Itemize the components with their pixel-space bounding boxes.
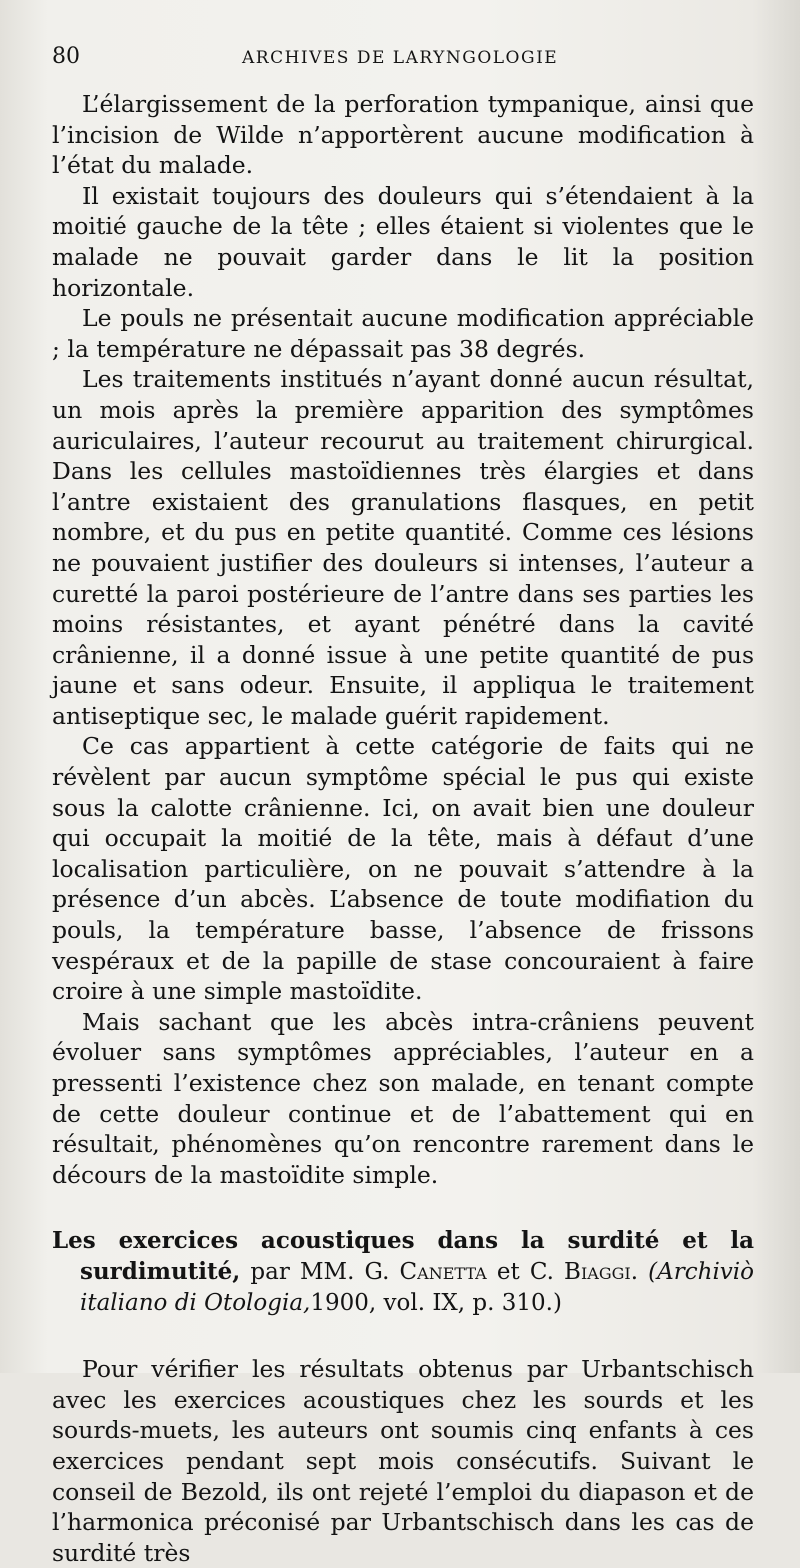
page-number: 80: [52, 44, 80, 69]
section-gap: [52, 1190, 754, 1226]
section-gap: [52, 1318, 754, 1354]
paragraph: L’élargissement de la perforation tympanique, ainsi que l’incision de Wilde n’apportèrent aucune modification à l’état du malade.: [52, 90, 754, 180]
running-title: ARCHIVES DE LARYNGOLOGIE: [242, 48, 559, 68]
paragraph: Il existait toujours des douleurs qui s’étendaient à la moitié gauche de la tête ; elles étaient si violentes que le malade ne pouvait garder dans le lit la position horizontale.: [52, 181, 754, 302]
paragraph: Ce cas appartient à cette catégorie de faits qui ne révèlent par aucun symptôme spécial le pus qui existe sous la calotte crânienne. Ici, on avait bien une douleur qui occupait la moitié de la tête, mais à défaut d’une localisation particulière, on ne pouvait s’attendre à la présence d’un abcès. L’absence de toute modifiation du pouls, la température basse, l’absence de frissons vespéraux et de la papille de stase concouraient à faire croire à une simple mastoïdite.: [52, 732, 754, 1006]
paragraph: Les traitements institués n’ayant donné aucun résultat, un mois après la première apparition des symptômes auriculaires, l’auteur recourut au traitement chirurgical. Dans les cellules mastoïdiennes très élargies et dans l’antre existaient des granulations flasques, en petit nombre, et du pus en petite quantité. Comme ces lésions ne pouvaient justifier des douleurs si intenses, l’auteur a curetté la paroi postérieure de l’antre dans ses parties les moins résistantes, et ayant pénétré dans la cavité crânienne, il a donné issue à une petite quantité de pus jaune et sans odeur. Ensuite, il appliqua le traitement antiseptique sec, le malade guérit rapidement.: [52, 365, 754, 730]
paragraph: Mais sachant que les abcès intra-crâniens peuvent évoluer sans symptômes appréciables, l’auteur en a pressenti l’existence chez son malade, en tenant compte de cette douleur continue et de l’abattement qui en résultait, phénomènes qu’on rencontre rarement dans le décours de la mastoïdite simple.: [52, 1007, 754, 1189]
review-details: 1900, vol. IX, p. 310.): [310, 1289, 562, 1316]
review-and: et: [486, 1258, 530, 1285]
review-by: par MM.: [240, 1258, 365, 1285]
review-author-2: C. Biaggi.: [529, 1258, 639, 1285]
review-heading: [52, 1226, 754, 1318]
review-title: Les exercices acoustiques dans la surdité et la surdimutité,: [52, 1227, 754, 1285]
review-author-1: G. Canetta: [364, 1258, 487, 1285]
body-text: [52, 89, 754, 1190]
paragraph: Le pouls ne présentait aucune modification appréciable ; la température ne dépassait pas 38 degrés.: [52, 304, 754, 363]
final-paragraph: Pour vérifier les résultats obtenus par Urbantschisch avec les exercices acoustiques chez les sourds et les sourds-muets, les auteurs ont soumis cinq enfants à ces exercices pendant sept mois consécutifs. Suivant le conseil de Bezold, ils ont rejeté l’emploi du diapason et de l’harmonica préconisé par Urbantschisch dans les cas de surdité très: [52, 1355, 754, 1567]
review-source: (Archiviò italiano di Otologia,: [80, 1258, 754, 1316]
page-header: [52, 44, 754, 69]
